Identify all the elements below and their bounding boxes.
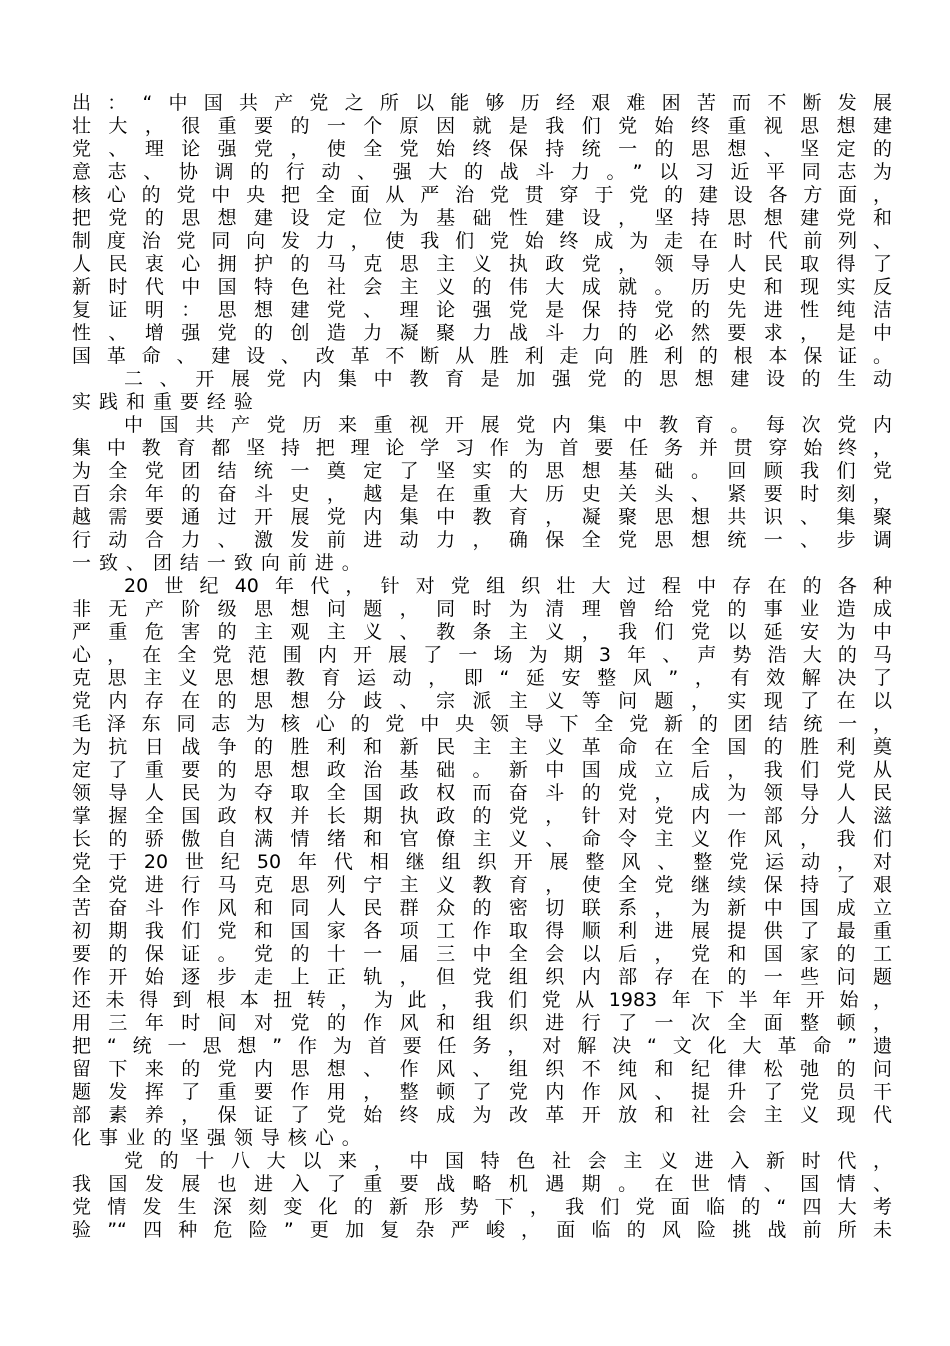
text-line: 验”“四种危险”更加复杂严峻，面临的风险挑战前所未 [72,1219,892,1241]
text-line: 人民衷心拥护的马克思主义执政党，领导人民取得了 [72,253,892,275]
text-line: 制度治党同向发力，使我们党始终成为走在时代前列、 [72,230,892,252]
text-line: 党情发生深刻变化的新形势下，我们党面临的“四大考 [72,1196,892,1218]
text-line: 严重危害的主观主义、教条主义，我们党以延安为中 [72,621,892,643]
text-line: 题发挥了重要作用，整顿了党内作风、提升了党员干 [72,1081,892,1103]
text-line: 用三年时间对党的作风和组织进行了一次全面整顿， [72,1012,892,1034]
document-page [72,92,892,1242]
text-line: 把党的思想建设定位为基础性建设，坚持思想建党和 [72,207,892,229]
text-line: 行动合力、激发前进动力，确保全党思想统一、步调 [72,529,892,551]
text-line: 掌握全国政权并长期执政的党，针对党内一部分人滋 [72,805,892,827]
text-line: 中国共产党历来重视开展党内集中教育。每次党内 [124,414,892,436]
text-line: 化事业的坚强领导核心。 [72,1127,369,1149]
text-line: 核心的党中央把全面从严治党贯穿于党的建设各方面， [72,184,892,206]
text-line: 领导人民为夺取全国政权而奋斗的党，成为领导人民 [72,782,892,804]
text-line: 一致、团结一致向前进。 [72,552,369,574]
text-line: 非无产阶级思想问题，同时为清理曾给党的事业造成 [72,598,892,620]
text-line: 为抗日战争的胜利和新民主主义革命在全国的胜利奠 [72,736,892,758]
text-line: 克思主义思想教育运动，即“延安整风”，有效解决了 [72,667,892,689]
text-line: 作开始逐步走上正轨，但党组织内部存在的一些问题 [72,966,892,988]
text-line: 长的骄傲自满情绪和官僚主义、命令主义作风，我们 [72,828,892,850]
text-line: 百余年的奋斗史，越是在重大历史关头、紧要时刻， [72,483,892,505]
section-heading: 二、开展党内集中教育是加强党的思想建设的生动 [124,368,892,390]
text-line: 复证明：思想建党、理论强党是保持党的先进性纯洁 [72,299,892,321]
text-line: 部素养，保证了党始终成为改革开放和社会主义现代 [72,1104,892,1126]
text-line: 党于20世纪50年代相继组织开展整风、整党运动，对 [72,851,892,873]
text-line: 党的十八大以来，中国特色社会主义进入新时代， [124,1150,892,1172]
text-line: 要的保证。党的十一届三中全会以后，党和国家的工 [72,943,892,965]
text-line: 定了重要的思想政治基础。新中国成立后，我们党从 [72,759,892,781]
text-line: 新时代中国特色社会主义的伟大成就。历史和现实反 [72,276,892,298]
text-line: 越需要通过开展党内集中教育，凝聚思想共识、集聚 [72,506,892,528]
text-line: 还未得到根本扭转，为此，我们党从1983年下半年开始， [72,989,892,1011]
text-line: 全党进行马克思列宁主义教育，使全党继续保持了艰 [72,874,892,896]
text-line: 性、增强党的创造力凝聚力战斗力的必然要求，是中 [72,322,892,344]
text-line: 毛泽东同志为核心的党中央领导下全党新的团结统一， [72,713,892,735]
text-line: 国革命、建设、改革不断从胜利走向胜利的根本保证。 [72,345,892,367]
text-line: 党、理论强党，使全党始终保持统一的思想、坚定的 [72,138,892,160]
text-line: 出：“中国共产党之所以能够历经艰难困苦而不断发展 [72,92,892,114]
text-line: 留下来的党内思想、作风、组织不纯和纪律松弛的问 [72,1058,892,1080]
text-line: 我国发展也进入了重要战略机遇期。在世情、国情、 [72,1173,892,1195]
text-line: 意志、协调的行动、强大的战斗力。”以习近平同志为 [72,161,892,183]
text-line: 集中教育都坚持把理论学习作为首要任务并贯穿始终， [72,437,892,459]
text-line: 20世纪40年代，针对党组织壮大过程中存在的各种 [124,575,892,597]
text-line: 苦奋斗作风和同人民群众的密切联系，为新中国成立 [72,897,892,919]
text-line: 心，在全党范围内开展了一场为期3年、声势浩大的马 [72,644,892,666]
section-heading-cont: 实践和重要经验 [72,391,261,413]
text-line: 把“统一思想”作为首要任务，对解决“文化大革命”遗 [72,1035,892,1057]
text-line: 壮大，很重要的一个原因就是我们党始终重视思想建 [72,115,892,137]
text-line: 党内存在的思想分歧、宗派主义等问题，实现了在以 [72,690,892,712]
text-line: 初期我们党和国家各项工作取得顺利进展提供了最重 [72,920,892,942]
text-line: 为全党团结统一奠定了坚实的思想基础。回顾我们党 [72,460,892,482]
